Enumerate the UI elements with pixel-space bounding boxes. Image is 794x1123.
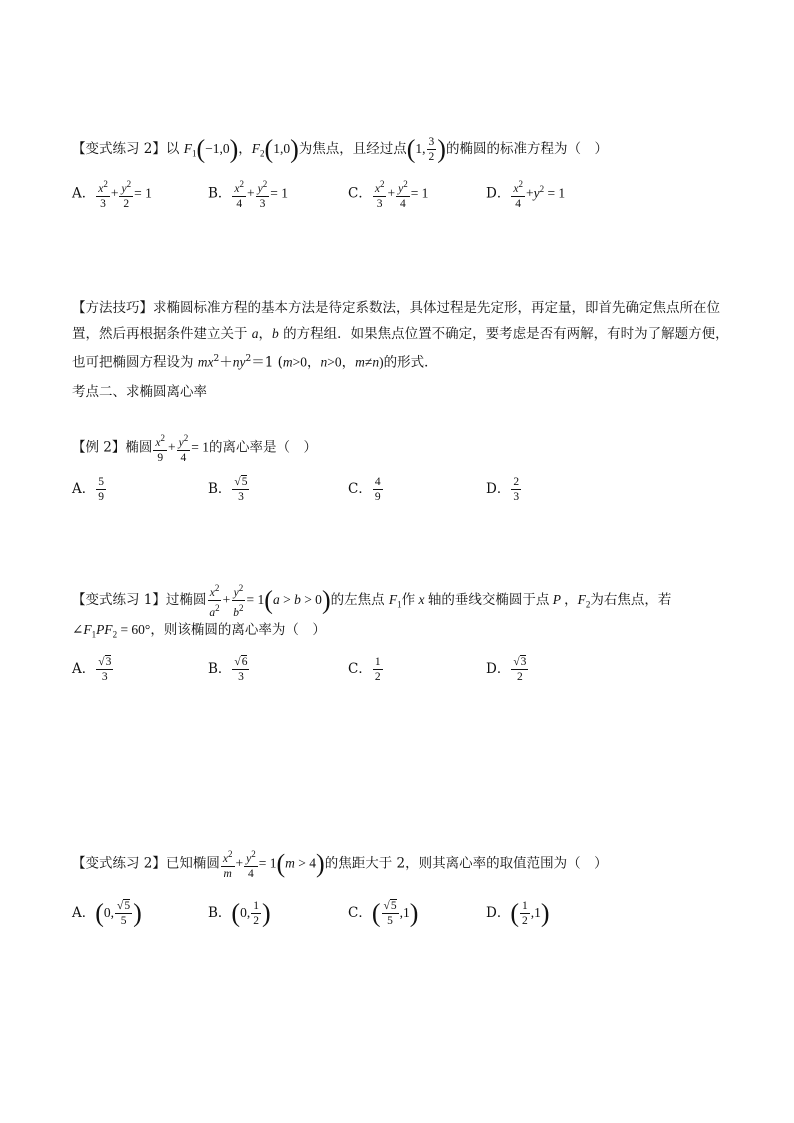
- q3-option-c[interactable]: C． $\frac{1}{2}$: [348, 656, 381, 683]
- q2-stem: 【例 2】椭圆 $\frac{x^2}{9}$ + $\frac{y^2}{4}$ = 1的离心率是（ ）: [72, 433, 317, 464]
- q4-stem: 【变式练习 2】已知椭圆 $\frac{x^2}{m}$ + $\frac{y^2}{4}$ = 1(m > 4)的焦距大于 2，则其离心率的取值范围为（ ）: [72, 848, 608, 880]
- q3-stem-line2: $\angle F_1PF_2 = 60^\circ$，则该椭圆的离心率为（ ）: [72, 622, 326, 640]
- q3-option-a[interactable]: A． $\frac{√3}{3}$: [72, 656, 112, 683]
- q1-option-a[interactable]: A． $\frac{x^2}{3}$ + $\frac{y^2}{2}$ = 1: [72, 179, 152, 210]
- q1-option-d[interactable]: D． $\frac{x^2}{4}$ $+y^2 = 1$: [486, 179, 566, 210]
- q4-option-a[interactable]: A．(0, $\frac{√5}{5}$ ): [72, 898, 142, 928]
- q2-tag: 【例 2】: [72, 439, 126, 456]
- method-tip: 【方法技巧】求椭圆标准方程的基本方法是待定系数法，具体过程是先定形，再定量，即首先确定焦点所在位置，然后再根据条件建立关于 a，b 的方程组．如果焦点位置不确定，要考虑是否有两解，有时为了解题方便，也可把椭圆方程设为 $mx^2+ny^2=1$ (m>0，n>0，m≠n)的形式．: [72, 300, 729, 371]
- q4-option-c[interactable]: C．( $\frac{√5}{5}$ ,1): [348, 898, 419, 928]
- q3-option-d[interactable]: D． $\frac{√3}{2}$: [486, 656, 527, 683]
- q4-tag: 【变式练习 2】: [72, 855, 166, 872]
- q3-tag: 【变式练习 1】: [72, 591, 166, 608]
- q2-option-c[interactable]: C． $\frac{4}{9}$: [348, 476, 381, 503]
- q2-option-b[interactable]: B． $\frac{√5}{3}$: [208, 476, 248, 503]
- q4-option-d[interactable]: D．( $\frac{1}{2}$ ,1): [486, 898, 550, 928]
- q2-option-d[interactable]: D． $\frac{2}{3}$: [486, 476, 520, 503]
- section-title: 考点二、求椭圆离心率: [72, 384, 207, 400]
- q3-option-b[interactable]: B． $\frac{√6}{3}$: [208, 656, 248, 683]
- q1-option-b[interactable]: B． $\frac{x^2}{4}$ + $\frac{y^2}{3}$ = 1: [208, 179, 289, 210]
- q2-option-a[interactable]: A． $\frac{5}{9}$: [72, 476, 104, 503]
- method-tag: 【方法技巧】: [72, 300, 153, 316]
- q3-stem-line1: 【变式练习 1】过椭圆 $\frac{x^2}{a^2}$ + $\frac{y^2}{b^2}$ = 1(a > b > 0)的左焦点 $F_1$作 x 轴的垂线交椭圆于点 P ，$F_2$为右焦点，若: [72, 583, 672, 619]
- q4-option-b[interactable]: B．(0, $\frac{1}{2}$ ): [208, 898, 271, 928]
- q1-tag: 【变式练习 2】: [72, 141, 166, 157]
- q1-stem: 【变式练习 2】以 $F_1(-1,0)$，$F_2(1,0)$为焦点，且经过点(1, $\frac{3}{2}$ )的椭圆的标准方程为（ ）: [72, 134, 608, 164]
- q1-option-c[interactable]: C． $\frac{x^2}{3}$ + $\frac{y^2}{4}$ = 1: [348, 179, 429, 210]
